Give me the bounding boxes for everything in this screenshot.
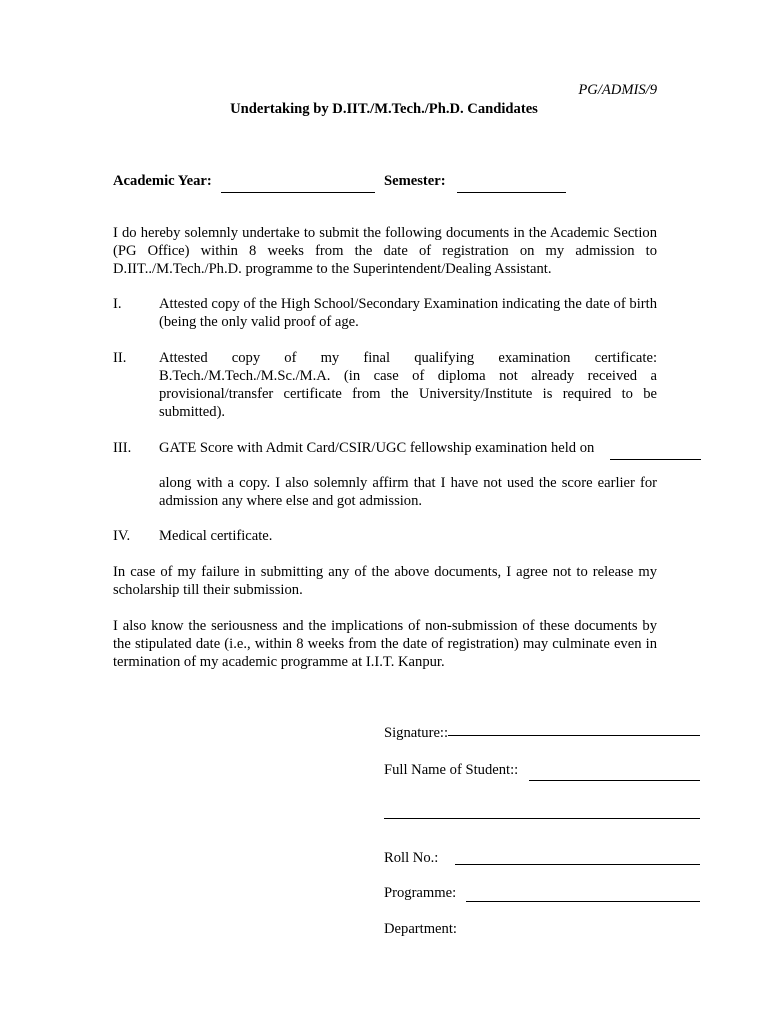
item-text: Medical certificate.: [159, 528, 273, 544]
item-text: Attested copy of the High School/Secondary Examination indicating the date of birth (being the only valid proof of age.: [159, 296, 657, 330]
department-label: Department:: [384, 921, 457, 937]
academic-year-label: Academic Year:: [113, 173, 212, 189]
programme-label: Programme:: [384, 885, 457, 901]
item-text: Attested copy of my final qualifying examination certificate: B.Tech./M.Tech./M.Sc./M.A. (in case of diploma not already received a provisional/transfer certificate from the University/Institute is required to be submitted).: [159, 350, 657, 420]
item-text: GATE Score with Admit Card/CSIR/UGC fellowship examination held on: [159, 440, 595, 456]
full-name-field[interactable]: [529, 780, 700, 781]
semester-label: Semester:: [384, 173, 446, 189]
academic-year-field[interactable]: [221, 192, 375, 193]
failure-paragraph: In case of my failure in submitting any of the above documents, I agree not to release my scholarship till their submission.: [113, 564, 657, 598]
full-name-label: Full Name of Student::: [384, 762, 519, 778]
item-number: III.: [113, 440, 132, 456]
roll-number-label: Roll No.:: [384, 850, 439, 866]
seriousness-paragraph: I also know the seriousness and the implications of non-submission of these documents by the stipulated date (i.e., within 8 weeks from the date of registration) may culminate even in termination of my academic programme at I.I.T. Kanpur.: [113, 618, 657, 670]
item-number: II.: [113, 350, 127, 366]
signature-label: Signature::: [384, 725, 449, 741]
roll-number-field[interactable]: [455, 864, 700, 865]
semester-field[interactable]: [457, 192, 566, 193]
item-continuation-text: along with a copy. I also solemnly affirm that I have not used the score earlier for admission any where else and got admission.: [159, 475, 657, 509]
intro-paragraph: I do hereby solemnly undertake to submit the following documents in the Academic Section (PG Office) within 8 weeks from the date of registration on my admission to D.IIT../M.Tech./Ph.D. programme to the Superintendent/Dealing Assistant.: [113, 225, 657, 277]
gate-exam-date-field[interactable]: [610, 459, 701, 460]
item-number: IV.: [113, 528, 131, 544]
programme-field[interactable]: [466, 901, 700, 902]
full-name-field-continued[interactable]: [384, 818, 700, 819]
signature-field[interactable]: [448, 735, 700, 736]
form-reference: PG/ADMIS/9: [578, 82, 657, 98]
item-number: I.: [113, 296, 122, 312]
document-title: Undertaking by D.IIT./M.Tech./Ph.D. Candidates: [230, 101, 538, 117]
